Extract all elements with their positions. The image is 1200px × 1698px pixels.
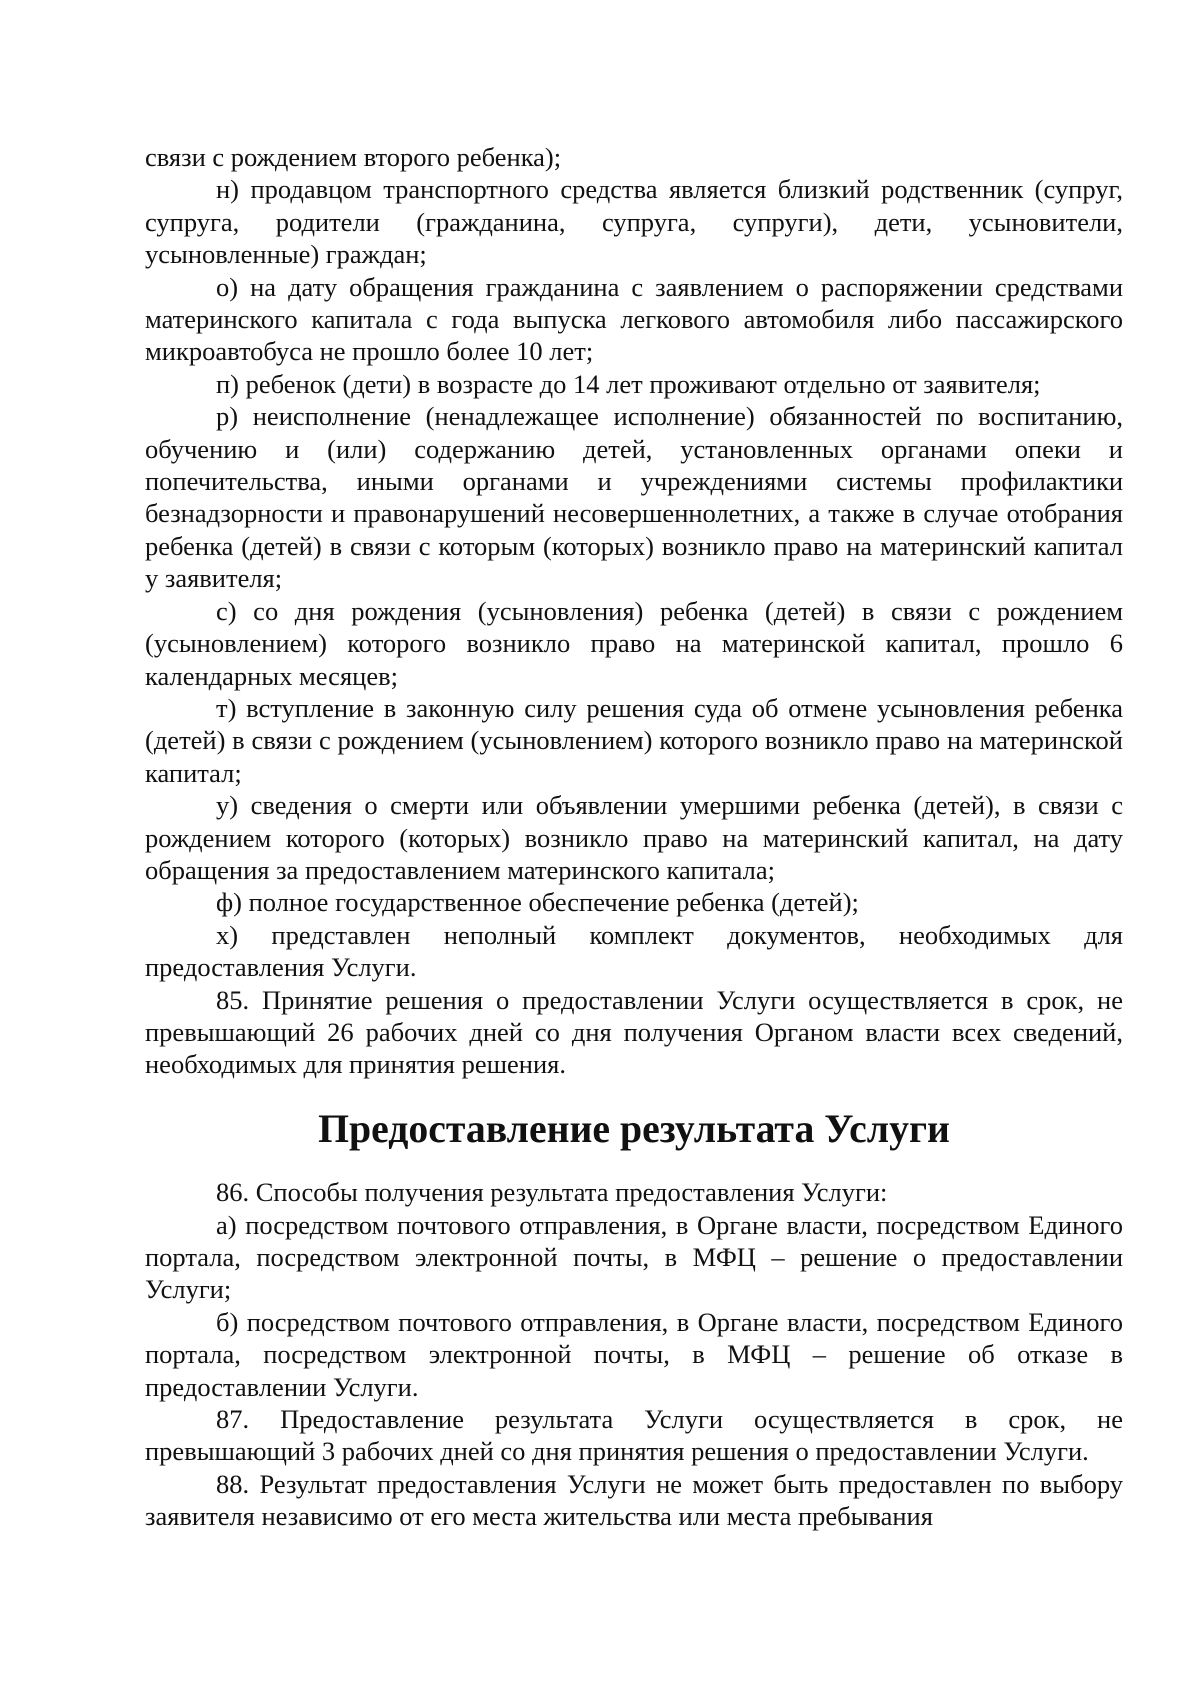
paragraph: т) вступление в законную силу решения суда об отмене усыновления ребенка (детей) в связи с рождением (усыновлением) которого возникло право на материнской капитал; xyxy=(145,692,1123,788)
document-body xyxy=(145,141,1123,1533)
paragraph: р) неисполнение (ненадлежащее исполнение) обязанностей по воспитанию, обучению и (или) содержанию детей, установленных органами опеки и попечительства, иными органами и учреждениями системы профилактики безнадзорности и правонарушений несовершеннолетних, а также в случае отобрания ребенка (детей) в связи с которым (которых) возникло право на материнский капитал у заявителя; xyxy=(145,401,1123,594)
paragraph: 86. Способы получения результата предоставления Услуги: xyxy=(216,1177,888,1208)
paragraph-group-before-heading xyxy=(145,141,1123,1081)
paragraph: о) на дату обращения гражданина с заявлением о распоряжении средствами материнского капитала с года выпуска легкового автомобиля либо пассажирского микроавтобуса не прошло более 10 лет; xyxy=(145,271,1123,367)
paragraph: п) ребенок (дети) в возрасте до 14 лет проживают отдельно от заявителя; xyxy=(216,368,1041,399)
paragraph: а) посредством почтового отправления, в Органе власти, посредством Единого портала, посредством электронной почты, в МФЦ – решение о предоставлении Услуги; xyxy=(145,1209,1123,1305)
paragraph: б) посредством почтового отправления, в Органе власти, посредством Единого портала, посредством электронной почты, в МФЦ – решение об отказе в предоставлении Услуги. xyxy=(145,1306,1123,1402)
paragraph: с) со дня рождения (усыновления) ребенка (детей) в связи с рождением (усыновлением) которого возникло право на материнской капитал, прошло 6 календарных месяцев; xyxy=(145,595,1123,691)
paragraph: 85. Принятие решения о предоставлении Услуги осуществляется в срок, не превышающий 26 рабочих дней со дня получения Органом власти всех сведений, необходимых для принятия решения. xyxy=(145,984,1123,1080)
paragraph: связи с рождением второго ребенка); xyxy=(145,142,562,172)
section-heading: Предоставление результата Услуги xyxy=(318,1106,950,1151)
paragraph-group-after-heading xyxy=(145,1176,1123,1532)
paragraph: 87. Предоставление результата Услуги осуществляется в срок, не превышающий 3 рабочих дней со дня принятия решения о предоставлении Услуги. xyxy=(145,1404,1123,1467)
paragraph: у) сведения о смерти или объявлении умершими ребенка (детей), в связи с рождением которого (которых) возникло право на материнский капитал, на дату обращения за предоставлением материнского капитала; xyxy=(145,790,1123,885)
paragraph: ф) полное государственное обеспечение ребенка (детей); xyxy=(216,887,859,918)
paragraph: н) продавцом транспортного средства является близкий родственник (супруг, супруга, родители (гражданина, супруга, супруги), дети, усыновители, усыновленные) граждан; xyxy=(145,174,1123,270)
paragraph: х) представлен неполный комплект документов, необходимых для предоставления Услуги. xyxy=(145,919,1123,983)
paragraph: 88. Результат предоставления Услуги не может быть предоставлен по выбору заявителя независимо от его места жительства или места пребывания xyxy=(145,1468,1123,1532)
